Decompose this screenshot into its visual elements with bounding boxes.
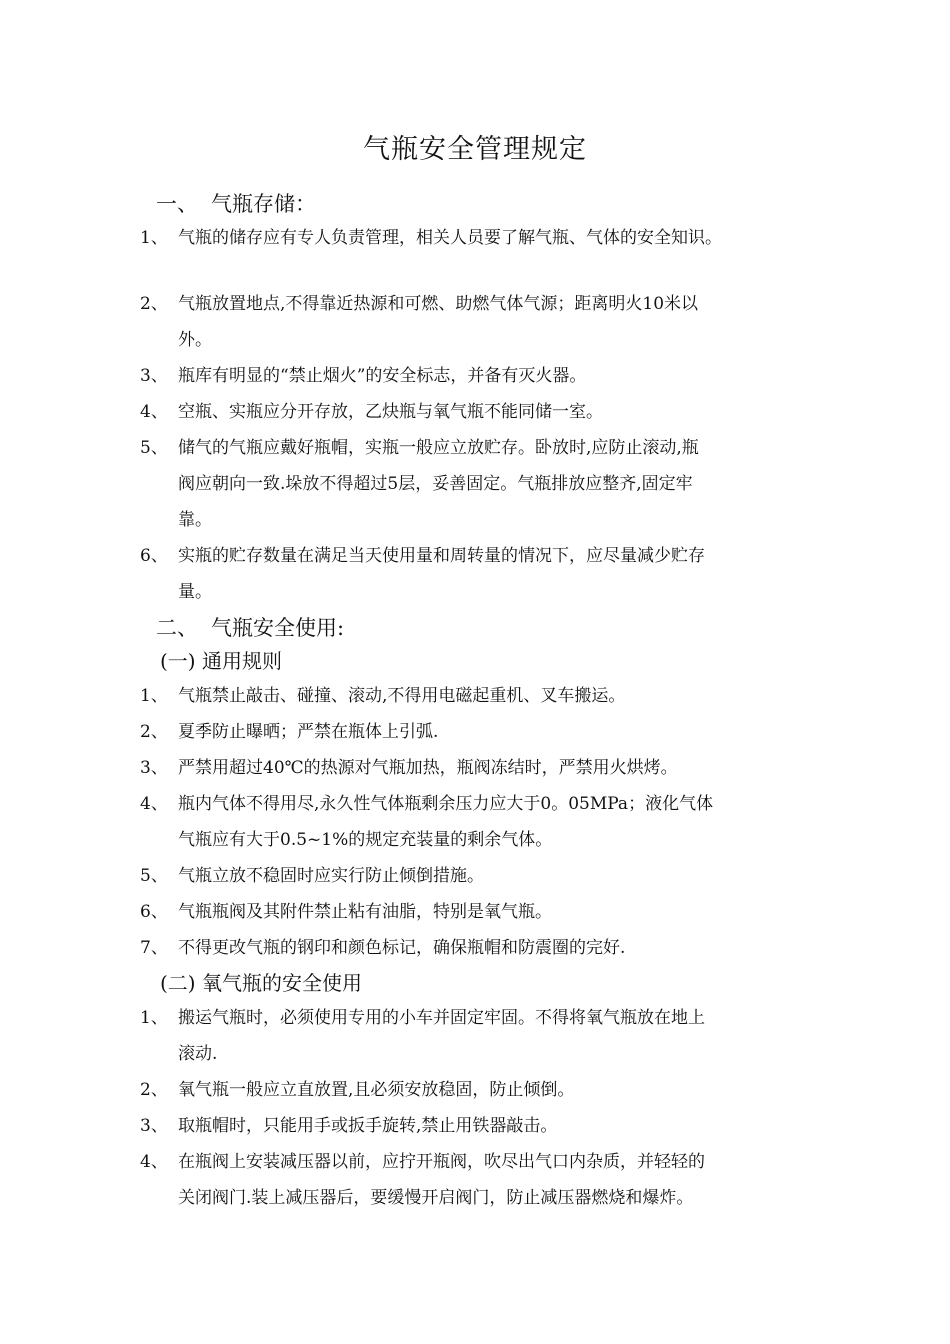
item-number: 3、: [140, 366, 168, 386]
item-text: 实瓶的贮存数量在满足当天使用量和周转量的情况下，应尽量减少贮存 量。: [178, 546, 705, 602]
item-text: 瓶库有明显的“禁止烟火”的安全标志，并备有灭火器。: [178, 366, 587, 386]
section-title: 气瓶安全使用:: [211, 616, 345, 640]
item-text: 夏季防止曝晒；严禁在瓶体上引弧.: [178, 722, 439, 742]
item-text: 瓶内气体不得用尽,永久性气体瓶剩余压力应大于0。05MPa；液化气体 气瓶应有大于0.5~1%的规定充装量的剩余气体。: [178, 794, 714, 850]
item-number: 2、: [140, 722, 168, 742]
item-number: 1、: [140, 228, 168, 248]
list-item: [140, 394, 790, 430]
item-number: 6、: [140, 902, 168, 922]
list-item: [140, 894, 790, 930]
item-text: 不得更改气瓶的钢印和颜色标记，确保瓶帽和防震圈的完好.: [178, 938, 626, 958]
list-item: [140, 538, 790, 610]
item-number: 2、: [140, 294, 168, 314]
item-text: 气瓶放置地点,不得靠近热源和可燃、助燃气体气源；距离明火10米以 外。: [178, 294, 699, 350]
list-item: [140, 1144, 790, 1216]
item-text: 严禁用超过40℃的热源对气瓶加热，瓶阀冻结时，严禁用火烘烤。: [178, 758, 678, 778]
section-heading-storage: [156, 186, 950, 220]
item-text: 气瓶瓶阀及其附件禁止粘有油脂，特别是氧气瓶。: [178, 902, 552, 922]
item-number: 3、: [140, 758, 168, 778]
item-number: 2、: [140, 1080, 168, 1100]
item-number: 7、: [140, 938, 168, 958]
spacer: [0, 256, 950, 286]
list-item: [140, 358, 790, 394]
item-text: 气瓶立放不稳固时应实行防止倾倒措施。: [178, 866, 484, 886]
subsection-heading-oxygen: (二) 氧气瓶的安全使用: [160, 971, 362, 995]
item-text: 取瓶帽时，只能用手或扳手旋转,禁止用铁器敲击。: [178, 1116, 558, 1136]
item-text: 氧气瓶一般应立直放置,且必须安放稳固，防止倾倒。: [178, 1080, 575, 1100]
item-number: 5、: [140, 438, 168, 458]
page-title: 气瓶安全管理规定: [363, 134, 587, 165]
item-number: 4、: [140, 1152, 168, 1172]
subsection-heading-general: (一) 通用规则: [160, 649, 282, 673]
item-number: 3、: [140, 1116, 168, 1136]
item-text: 储气的气瓶应戴好瓶帽，实瓶一般应立放贮存。卧放时,应防止滚动,瓶 阀应朝向一致.垛放不得超过5层，妥善固定。气瓶排放应整齐,固定牢 靠。: [178, 438, 699, 530]
item-text: 在瓶阀上安装减压器以前，应拧开瓶阀，吹尽出气口内杂质，并轻轻的 关闭阀门.装上减压器后，要缓慢开启阀门，防止减压器燃烧和爆炸。: [178, 1152, 705, 1208]
section-heading-usage: [156, 610, 950, 644]
list-item: [140, 714, 790, 750]
list-item: [140, 1108, 790, 1144]
list-item: [140, 220, 790, 256]
list-item: [140, 286, 790, 358]
list-item: [140, 430, 790, 538]
list-item: [140, 1000, 790, 1072]
list-item: [140, 930, 790, 966]
item-number: 4、: [140, 402, 168, 422]
list-item: [140, 678, 790, 714]
item-text: 空瓶、实瓶应分开存放，乙炔瓶与氧气瓶不能同储一室。: [178, 402, 603, 422]
section-title: 气瓶存储：: [211, 192, 316, 216]
item-number: 6、: [140, 546, 168, 566]
section-number: 一、: [156, 192, 198, 216]
item-text: 搬运气瓶时，必须使用专用的小车并固定牢固。不得将氧气瓶放在地上 滚动.: [178, 1008, 705, 1064]
item-text: 气瓶禁止敲击、碰撞、滚动,不得用电磁起重机、叉车搬运。: [178, 686, 626, 706]
item-number: 1、: [140, 686, 168, 706]
list-item: [140, 858, 790, 894]
list-item: [140, 786, 790, 858]
item-text: 气瓶的储存应有专人负责管理，相关人员要了解气瓶、气体的安全知识。: [178, 228, 722, 248]
item-number: 1、: [140, 1008, 168, 1028]
section-number: 二、: [156, 616, 198, 640]
list-item: [140, 750, 790, 786]
list-item: [140, 1072, 790, 1108]
item-number: 5、: [140, 866, 168, 886]
item-number: 4、: [140, 794, 168, 814]
